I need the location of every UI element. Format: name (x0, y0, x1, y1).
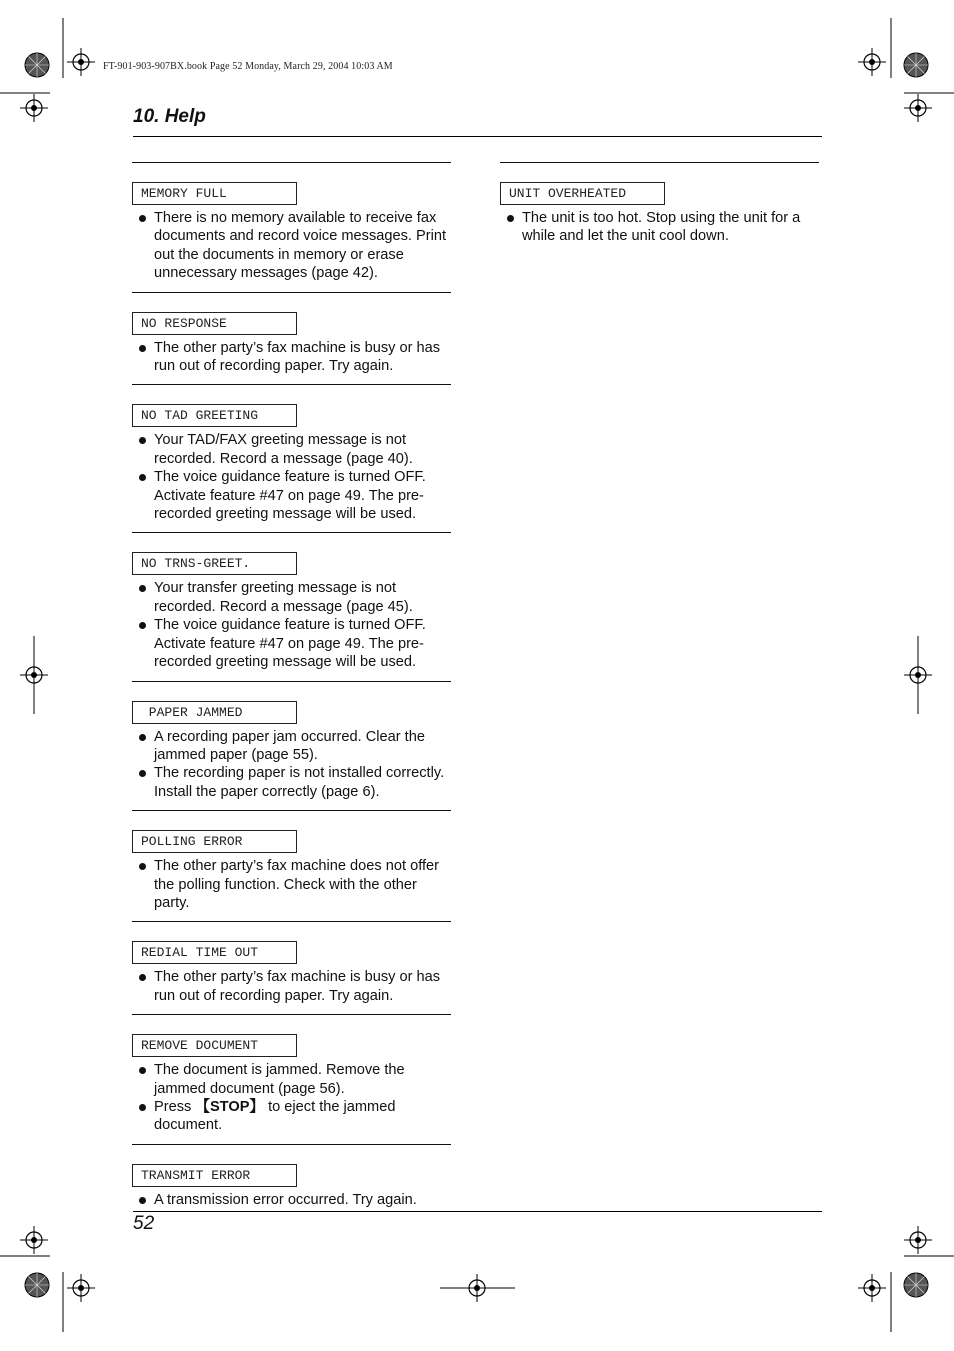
registration-mark-icon (904, 94, 932, 122)
bullet-list (132, 857, 452, 912)
display-message: POLLING ERROR (132, 830, 297, 853)
list-item: Your TAD/FAX greeting message is not recorded. Record a message (page 40). (132, 431, 452, 468)
display-message: UNIT OVERHEATED (500, 182, 665, 205)
registration-mark-icon (858, 1274, 886, 1302)
error-entry-no-tad-greeting (132, 385, 452, 532)
list-item: The other party’s fax machine is busy or has run out of recording paper. Try again. (132, 968, 452, 1005)
registration-mark-icon (67, 1274, 95, 1302)
bullet-list (132, 209, 452, 283)
error-entry-polling-error (132, 811, 452, 921)
list-item: The voice guidance feature is turned OFF. Activate feature #47 on page 49. The pre-recorded greeting message will be used. (132, 468, 452, 523)
error-entry-no-trns-greet (132, 533, 452, 680)
registration-mark-icon (904, 1226, 932, 1254)
error-entry-no-response (132, 293, 452, 385)
registration-mark-icon (858, 48, 886, 76)
list-item (132, 1098, 452, 1135)
bullet-list (132, 728, 452, 802)
error-entry-remove-document (132, 1015, 452, 1144)
registration-mark-icon (20, 1226, 48, 1254)
error-entry-redial-time-out (132, 922, 452, 1014)
list-item: Your transfer greeting message is not recorded. Record a message (page 45). (132, 579, 452, 616)
list-item: The other party’s fax machine does not offer the polling function. Check with the other party. (132, 857, 452, 912)
display-message: MEMORY FULL (132, 182, 297, 205)
error-entry-transmit-error (132, 1145, 452, 1209)
display-message: TRANSMIT ERROR (132, 1164, 297, 1187)
registration-star-icon (25, 1273, 49, 1297)
footer-rule (133, 1211, 822, 1212)
stop-key-label: 【STOP】 (195, 1098, 265, 1115)
registration-mark-icon (67, 48, 95, 76)
registration-mark-icon (20, 94, 48, 122)
bullet-list (132, 968, 452, 1005)
error-entry-memory-full (132, 163, 452, 292)
bullet-list (132, 339, 452, 376)
press-text: Press (154, 1098, 196, 1115)
left-column (132, 162, 452, 1209)
section-title: 10. Help (133, 106, 206, 127)
display-message: REMOVE DOCUMENT (132, 1034, 297, 1057)
list-item: The recording paper is not installed correctly. Install the paper correctly (page 6). (132, 764, 452, 801)
display-message: NO TAD GREETING (132, 404, 297, 427)
list-item: The document is jammed. Remove the jammed document (page 56). (132, 1061, 452, 1098)
bullet-list (132, 1191, 452, 1209)
error-entry-unit-overheated (500, 163, 820, 246)
page-number: 52 (133, 1213, 155, 1234)
list-item: The unit is too hot. Stop using the unit for a while and let the unit cool down. (500, 209, 820, 246)
list-item: A recording paper jam occurred. Clear the jammed paper (page 55). (132, 728, 452, 765)
bullet-list (132, 431, 452, 523)
list-item: The voice guidance feature is turned OFF. Activate feature #47 on page 49. The pre-recorded greeting message will be used. (132, 616, 452, 671)
list-item: There is no memory available to receive fax documents and record voice messages. Print out the documents in memory or erase unnecessary messages (page 42). (132, 209, 452, 283)
bullet-list (132, 1061, 452, 1135)
title-rule (133, 136, 822, 137)
print-header: FT-901-903-907BX.book Page 52 Monday, March 29, 2004 10:03 AM (103, 61, 393, 72)
right-column (500, 162, 820, 246)
bullet-list (132, 579, 452, 671)
press-text-end: to eject the jammed document. (154, 1098, 396, 1134)
registration-star-icon (25, 53, 49, 77)
list-item: A transmission error occurred. Try again. (132, 1191, 452, 1209)
display-message: NO RESPONSE (132, 312, 297, 335)
registration-star-icon (904, 53, 928, 77)
list-item: The other party’s fax machine is busy or has run out of recording paper. Try again. (132, 339, 452, 376)
error-entry-paper-jammed (132, 682, 452, 811)
registration-star-icon (904, 1273, 928, 1297)
display-message: REDIAL TIME OUT (132, 941, 297, 964)
bullet-list (500, 209, 820, 246)
display-message: NO TRNS-GREET. (132, 552, 297, 575)
display-message: PAPER JAMMED (132, 701, 297, 724)
